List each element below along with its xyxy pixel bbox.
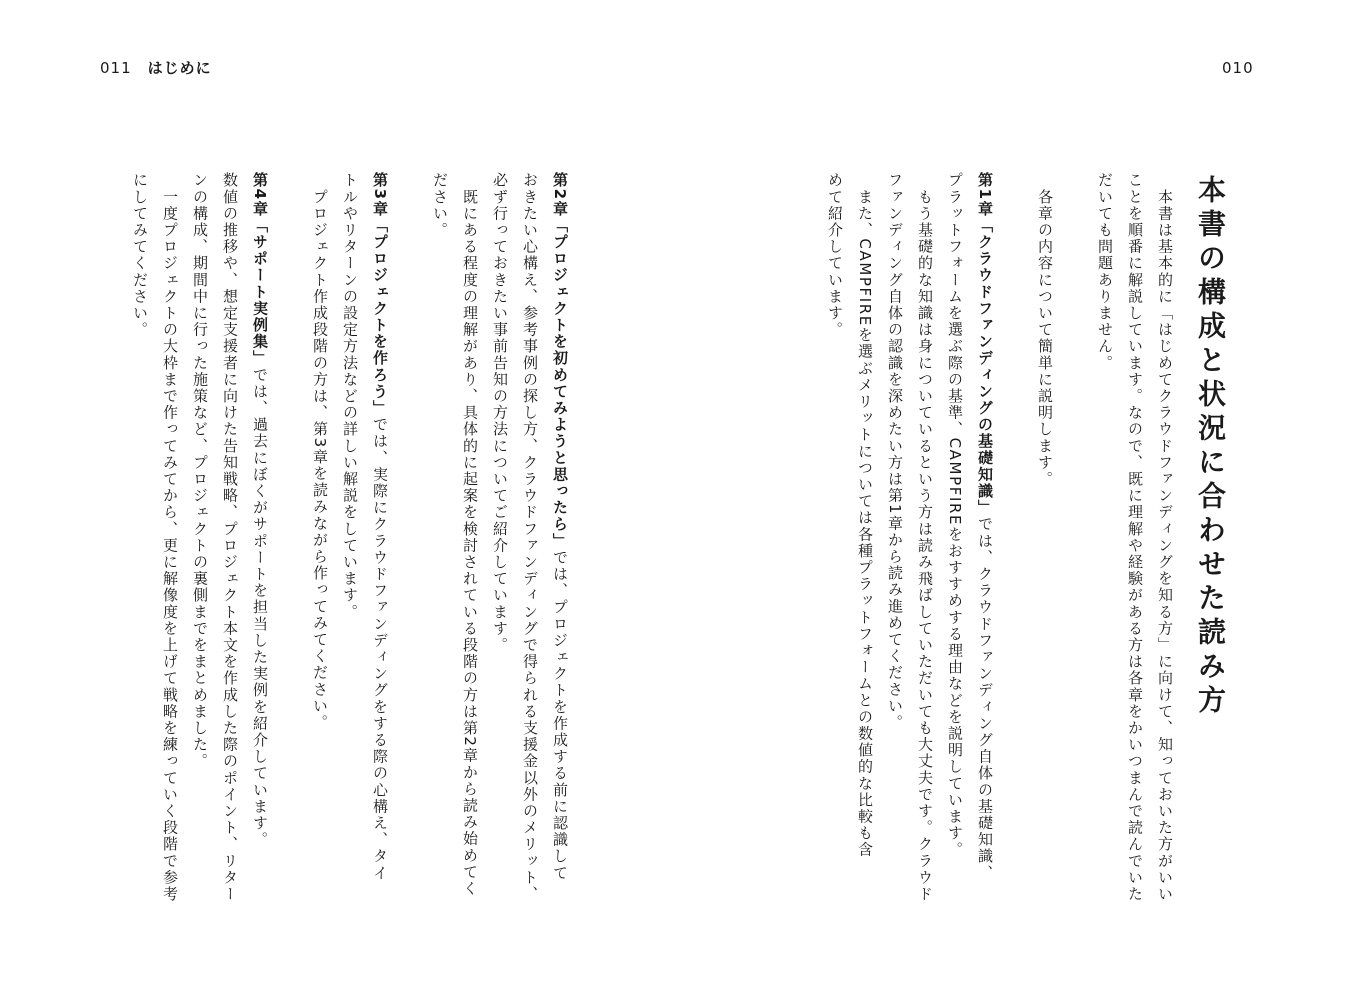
text-line [970, 172, 1000, 952]
chapter-title: 第4章「サポート実例集」 [251, 172, 269, 367]
text-line: ださい。 [431, 172, 449, 239]
chapter-title: 第3章「プロジェクトを作ろう」 [371, 172, 389, 417]
text-line: ファンディング自体の認識を深めたい方は第1章から読み進めてください。 [886, 172, 904, 731]
text-line: だいても問題ありません。 [1096, 172, 1114, 372]
chapter-description: では、クラウドファンディング自体の基礎知識、 [976, 516, 994, 882]
left-running-head: はじめに [147, 59, 212, 77]
text-line: 数値の推移や、想定支援者に向けた告知戦略、プロジェクト本文を作成した際のポイント、リター [221, 172, 239, 903]
blank-line [275, 172, 305, 952]
text-line: 各章の内容について簡単に説明します。 [1036, 172, 1054, 488]
text-line: トルやリターンの設定方法などの詳しい解説をしています。 [341, 172, 359, 621]
text-line: プロジェクト作成段階の方は、第3章を読みながら作ってみてください。 [311, 172, 329, 731]
text-line: また、CAMPFIREを選ぶメリットについては各種プラットフォームとの数値的な比較も含 [856, 172, 874, 859]
text-line [365, 172, 395, 952]
blank-line [1000, 172, 1030, 952]
left-page-folio [100, 58, 212, 78]
text-line: プラットフォームを選ぶ際の基準、CAMPFIREをおすすめする理由などを説明しています。 [946, 172, 964, 859]
blank-line [395, 172, 425, 952]
right-page-number: 010 [1222, 59, 1254, 77]
text-line: おきたい心構え、参考事例の探し方、クラウドファンディングで得られる支援金以外のメリット、 [521, 172, 539, 903]
text-line: 必ず行っておきたい事前告知の方法についてご紹介しています。 [491, 172, 509, 654]
right-page-body [826, 172, 1180, 952]
text-line: 既にある程度の理解があり、具体的に起案を検討されている段階の方は第2章から読み始めてく [461, 172, 479, 897]
text-line: めて紹介しています。 [826, 172, 844, 338]
chapter-description: では、実際にクラウドファンディングをする際の心構え、タイ [371, 416, 389, 882]
chapter-title: 第1章「クラウドファンディングの基礎知識」 [976, 172, 994, 517]
text-line: ことを順番に解説しています。なので、既に理解や経験がある方は各章をかいつまんで読んでいた [1126, 172, 1144, 903]
text-line: ンの構成、期間中に行った施策など、プロジェクトの裏側までをまとめました。 [191, 172, 209, 770]
left-page-number: 011 [100, 59, 132, 77]
text-line: 一度プロジェクトの大枠まで作ってみてから、更に解像度を上げて戦略を練っていく段階で参考 [161, 172, 179, 903]
chapter-description: では、過去にぼくがサポートを担当した実例を紹介しています。 [251, 366, 269, 849]
blank-line [1060, 172, 1090, 952]
text-line: 本書は基本的に「はじめてクラウドファンディングを知る方」に向けて、知っておいた方がいい [1156, 172, 1174, 903]
left-page-body [125, 172, 575, 952]
text-line [245, 172, 275, 952]
chapter-title: 第2章「プロジェクトを初めてみようと思ったら」 [551, 172, 569, 550]
text-line [545, 172, 575, 952]
text-line: にしてみてください。 [131, 172, 149, 338]
section-heading: 本書の構成と状況に合わせた読み方 [1194, 175, 1227, 719]
text-line: もう基礎的な知識は身についているという方は読み飛ばしていただいても大丈夫です。クラウド [916, 172, 934, 903]
chapter-description: では、プロジェクトを作成する前に認識して [551, 549, 569, 882]
